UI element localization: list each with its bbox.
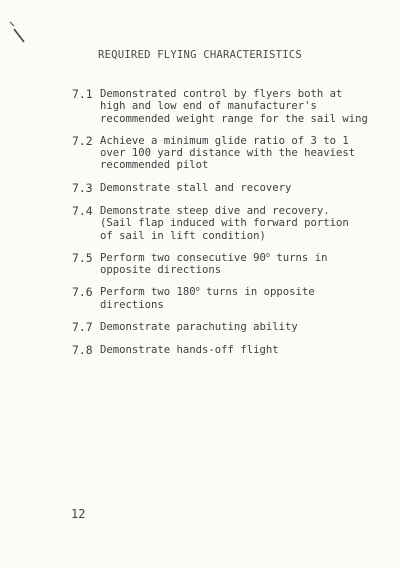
item-number: 7.8 [72,343,93,358]
requirements-list [72,88,382,367]
item-text-start: Perform two consecutive 90 [100,251,266,264]
list-item [72,344,382,357]
item-text: Demonstrate steep dive and recovery. (Sail flap induced with forward portion of sail in lift condition) [100,204,349,242]
list-item [72,286,382,311]
item-text [100,252,327,277]
page-title: REQUIRED FLYING CHARACTERISTICS [98,49,302,61]
item-text-end: turns in opposite directions [100,251,328,277]
list-item [72,321,382,334]
item-text-end: turns in opposite directions [100,286,315,311]
item-text: Demonstrate stall and recovery [100,181,292,194]
list-item [72,135,382,172]
item-text: Demonstrated control by flyers both at high and low end of manufacturer's recommended weight range for the sail wing [100,88,368,125]
item-text: Achieve a minimum glide ratio of 3 to 1 over 100 yard distance with the heaviest recommended pilot [100,134,356,172]
item-text-start: Perform two 180 [100,286,196,299]
list-item [72,182,382,195]
item-number: 7.2 [72,133,93,148]
pencil-mark-icon [8,20,28,46]
list-item [72,252,382,277]
item-text [100,286,315,311]
list-item [72,205,382,242]
list-item [72,88,382,125]
item-number: 7.6 [72,285,93,300]
degree-symbol: o [265,250,271,259]
item-number: 7.5 [72,250,93,265]
item-number: 7.3 [72,180,93,195]
item-number: 7.1 [72,87,93,101]
item-text: Demonstrate hands-off flight [100,344,279,357]
page-number: 12 [71,507,86,521]
item-text: Demonstrate parachuting ability [100,321,298,334]
item-number: 7.7 [72,320,93,335]
item-number: 7.4 [72,203,93,218]
degree-symbol: o [195,285,200,294]
